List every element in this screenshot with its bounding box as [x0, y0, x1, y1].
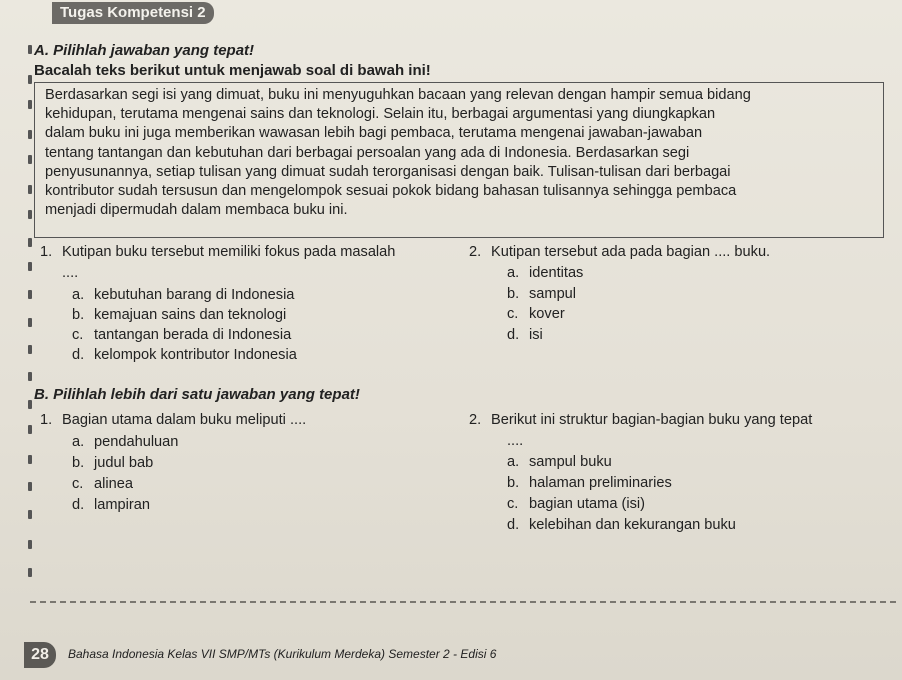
option-b1-b[interactable]: b. judul bab — [72, 455, 154, 471]
option-a2-c[interactable]: c. kover — [507, 306, 565, 322]
question-text: Bagian utama dalam buku meliputi .... — [62, 412, 307, 428]
option-b1-d[interactable]: d. lampiran — [72, 497, 150, 513]
question-text: Kutipan buku tersebut memiliki fokus pada masalah — [62, 244, 396, 260]
question-a2 — [469, 242, 770, 262]
footer-book-title: Bahasa Indonesia Kelas VII SMP/MTs (Kurikulum Merdeka) Semester 2 - Edisi 6 — [68, 647, 497, 661]
question-continuation: .... — [62, 265, 79, 281]
reading-instruction: Bacalah teks berikut untuk menjawab soal di bawah ini! — [34, 62, 431, 79]
option-a1-c[interactable]: c. tantangan berada di Indonesia — [72, 327, 292, 343]
question-text: Kutipan tersebut ada pada bagian .... buku. — [491, 244, 771, 260]
option-b2-d[interactable]: d. kelebihan dan kekurangan buku — [507, 517, 736, 533]
passage-line: menjadi dipermudah dalam membaca buku ini. — [45, 202, 348, 219]
footer-divider — [30, 601, 896, 603]
option-a1-a[interactable]: a. kebutuhan barang di Indonesia — [72, 287, 295, 303]
question-number: 1. — [40, 244, 53, 260]
section-badge: Tugas Kompetensi 2 — [52, 2, 214, 24]
passage-line: penyusunannya, setiap tulisan yang dimuat sudah terorganisasi dengan baik. Tulisan-tulisan dari berbagai — [45, 163, 731, 180]
section-b-title: B. Pilihlah lebih dari satu jawaban yang tepat! — [34, 386, 360, 403]
reading-passage — [34, 82, 884, 238]
question-continuation: .... — [507, 433, 524, 449]
option-a2-b[interactable]: b. sampul — [507, 286, 577, 302]
option-a2-a[interactable]: a. identitas — [507, 265, 584, 281]
page-number: 28 — [24, 642, 56, 668]
option-b1-a[interactable]: a. pendahuluan — [72, 434, 179, 450]
question-b2 — [469, 410, 812, 430]
option-b2-b[interactable]: b. halaman preliminaries — [507, 475, 672, 491]
passage-line: kehidupan, terutama mengenai sains dan teknologi. Selain itu, berbagai argumentasi yang diungkapkan — [45, 106, 716, 123]
question-b1 — [40, 410, 306, 430]
passage-line: Berdasarkan segi isi yang dimuat, buku ini menyuguhkan bacaan yang relevan dengan hampir semua bidang — [45, 87, 751, 103]
option-b1-c[interactable]: c. alinea — [72, 476, 133, 492]
passage-line: kontributor sudah tersusun dan mengelompok sesuai pokok bidang bahasan tulisannya sehingga pembaca — [45, 183, 737, 200]
question-text: Berikut ini struktur bagian-bagian buku yang tepat — [491, 412, 813, 428]
option-a2-d[interactable]: d. isi — [507, 327, 543, 343]
passage-line: dalam buku ini juga memberikan wawasan lebih bagi pembaca, terutama mengenai jawaban-jawaban — [45, 125, 703, 142]
question-a1 — [40, 242, 395, 262]
section-a-title: A. Pilihlah jawaban yang tepat! — [34, 42, 255, 59]
option-b2-a[interactable]: a. sampul buku — [507, 454, 612, 470]
option-a1-b[interactable]: b. kemajuan sains dan teknologi — [72, 307, 287, 323]
question-number: 1. — [40, 412, 53, 428]
option-b2-c[interactable]: c. bagian utama (isi) — [507, 496, 645, 512]
option-a1-d[interactable]: d. kelompok kontributor Indonesia — [72, 347, 297, 363]
question-number: 2. — [469, 244, 482, 260]
passage-line: tentang tantangan dan kebutuhan dari berbagai persoalan yang ada di Indonesia. Berdasarkan segi — [45, 144, 690, 161]
question-number: 2. — [469, 412, 482, 428]
